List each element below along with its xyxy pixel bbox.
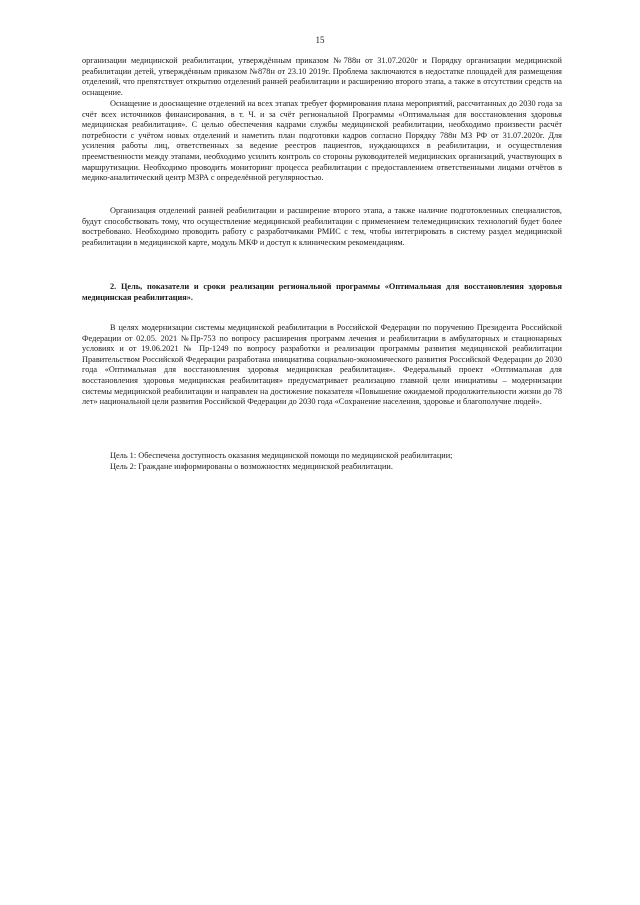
paragraph-text: Оснащение и дооснащение отделений на всех этапах требует формирования плана мероприятий, рассчитанных до 2030 года за счёт всех источников финансирования, в т. Ч. и за счёт региональной Программы «Оптимальная для восстановления здоровья медицинская реабилитация». С целью обеспечения кадрами службы медицинской реабилитации, необходимо произвести расчёт потребности с учётом новых отделений и наметить план подготовки кадров согласно Порядку 788н МЗ РФ от 31.07.2020г. Для усиления работы лиц, ответственных за ведение реестров пациентов, нуждающихся в реабилитации, и осуществления преемственности между этапами, необходимо усилить контроль со стороны руководителей медицинских организаций, участвующих в маршрутизации. Необходимо проводить мониторинг процесса реабилитации с предоставлением ответственными лицами отчётов в медико-аналитический центр МЗРА с определённой регулярностью. xyxy=(82,99,562,183)
paragraph-2 xyxy=(82,99,562,184)
section-heading xyxy=(82,282,562,303)
paragraph-text: Организация отделений ранней реабилитации и расширение второго этапа, а также наличие подготовленных специалистов, будут способствовать тому, что осуществление медицинской реабилитации с применением телемедицинских технологий будет более востребовано. Необходимо проводить работу с разработчиками РМИС с тем, чтобы интегрировать в систему раздел медицинской реабилитации в медицинской карте, модуль МКФ и доступ к клиническим рекомендациям. xyxy=(82,206,562,247)
section-paragraph xyxy=(82,323,562,408)
paragraph-3 xyxy=(82,206,562,248)
goal-item: Цель 1: Обеспечена доступность оказания медицинской помощи по медицинской реабилитации; xyxy=(110,451,453,460)
goal-item: Цель 2: Граждане информированы о возможностях медицинской реабилитации. xyxy=(110,461,393,471)
goals-list xyxy=(82,451,562,472)
paragraph-text: В целях модернизации системы медицинской реабилитации в Российской Федерации по поручению Президента Российской Федерации от 02.05. 2021 №Пр-753 по вопросу расширения программ лечения и реабилитации в амбулаторных и стационарных условиях и от 19.06.2021 № Пр-1249 по вопросу разработки и реализации программы развития медицинской реабилитации Правительством Российской Федерации разработана инициатива социально-экономического развития Российской Федерации до 2030 года «Оптимальная для восстановления здоровья медицинская реабилитация». Федеральный проект «Оптимальная для восстановления здоровья медицинская реабилитация» предусматривает реализацию главной цели инициативы – модернизации системы медицинской реабилитации и направлен на достижение показателя «Повышение ожидаемой продолжительности жизни до 78 лет» национальной цели развития Российской Федерации до 2030 года «Сохранение населения, здоровье и благополучие людей». xyxy=(82,323,562,407)
paragraph-text: организации медицинской реабилитации, утверждённым приказом №788н от 31.07.2020г и Порядку организации медицинской реабилитации детей, утверждённым приказом №878н от 23.10 2019г. Проблема заключаются в недостатке площадей для размещения отделений, что препятствует открытию отделений ранней реабилитации и расширению второго этапа, а также в отсутствии средств на оснащение. xyxy=(82,56,562,97)
paragraph-1 xyxy=(82,56,562,98)
section-heading-text: 2. Цель, показатели и сроки реализации региональной программы «Оптимальная для восстановления здоровья медицинская реабилитация». xyxy=(82,282,562,302)
page-number: 15 xyxy=(315,35,325,45)
